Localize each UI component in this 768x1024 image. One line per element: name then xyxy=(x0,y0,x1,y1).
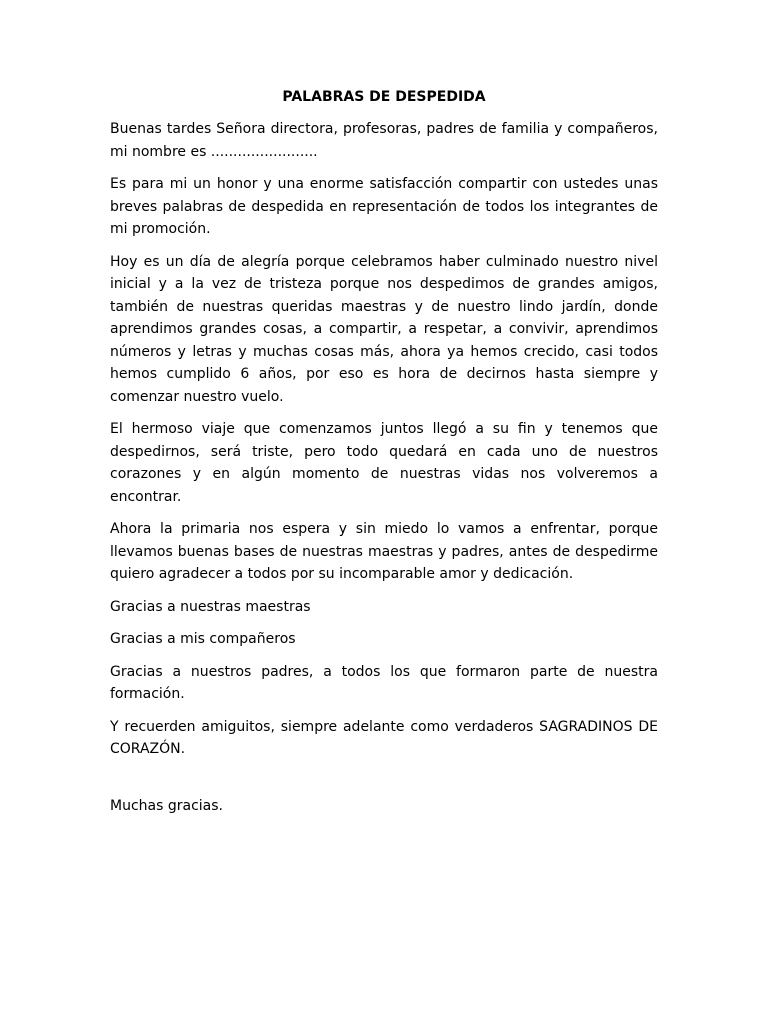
document-body xyxy=(110,118,658,827)
paragraph-honor: Es para mi un honor y una enorme satisfacción compartir con ustedes unas breves palabras de despedida en representación de todos los integrantes de mi promoción. xyxy=(110,176,658,237)
paragraph-celebration: Hoy es un día de alegría porque celebramos haber culminado nuestro nivel inicial y a la vez de tristeza porque nos despedimos de grandes amigos, también de nuestras queridas maestras y de nuestro lindo jardín, donde aprendimos grandes cosas, a compartir, a respetar, a convivir, aprendimos números y letras y muchas cosas más, ahora ya hemos crecido, casi todos hemos cumplido 6 años, por eso es hora de decirnos hasta siempre y comenzar nuestro vuelo. xyxy=(110,253,658,405)
paragraph-greeting: Buenas tardes Señora directora, profesoras, padres de familia y compañeros, mi nombre es ........................ xyxy=(110,121,658,160)
paragraph-remember: Y recuerden amiguitos, siempre adelante como verdaderos SAGRADINOS DE CORAZÓN. xyxy=(110,718,658,757)
document-title: PALABRAS DE DESPEDIDA xyxy=(282,89,486,105)
paragraph-journey: El hermoso viaje que comenzamos juntos llegó a su fin y tenemos que despedirnos, será triste, pero todo quedará en cada uno de nuestros corazones y en algún momento de nuestras vidas nos volveremos a encontrar. xyxy=(110,421,658,505)
thanks-teachers: Gracias a nuestras maestras xyxy=(110,598,311,615)
closing-line: Muchas gracias. xyxy=(110,797,223,814)
thanks-classmates: Gracias a mis compañeros xyxy=(110,631,296,647)
paragraph-primary: Ahora la primaria nos espera y sin miedo lo vamos a enfrentar, porque llevamos buenas bases de nuestras maestras y padres, antes de despedirme quiero agradecer a todos por su incomparable amor y dedicación. xyxy=(110,521,658,582)
thanks-parents: Gracias a nuestros padres, a todos los que formaron parte de nuestra formación. xyxy=(110,663,658,702)
